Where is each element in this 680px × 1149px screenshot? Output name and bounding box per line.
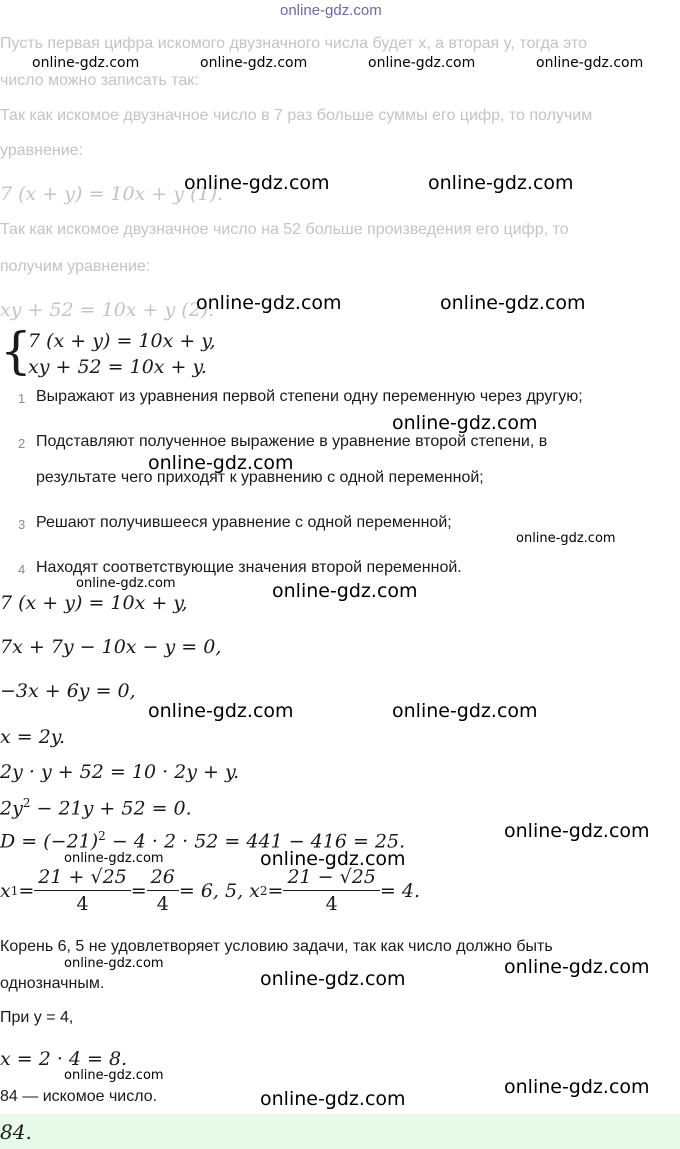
intro-line-6: получим уравнение: bbox=[0, 258, 151, 275]
system-row-1: 7 (x + y) = 10x + y, bbox=[28, 330, 216, 352]
watermark: online-gdz.com bbox=[200, 55, 308, 71]
site-header-watermark: online-gdz.com bbox=[280, 2, 382, 19]
roots-line: x 1 = $\frac{21 + √25}{4}$ = $\frac{26}{4}$ = 6, 5, x 2 = $\frac{21 - √25}{4}$ = 4. bbox=[0, 866, 420, 915]
watermark: online-gdz.com bbox=[260, 1088, 406, 1110]
step-text-continued: результате чего приходят к уравнению с одной переменной; bbox=[36, 469, 484, 486]
step-number: 4 bbox=[18, 562, 26, 577]
step-number: 2 bbox=[18, 436, 26, 451]
watermark: online-gdz.com bbox=[64, 956, 164, 971]
watermark: online-gdz.com bbox=[368, 55, 476, 71]
intro-line-4: уравнение: bbox=[0, 142, 83, 159]
step-number: 1 bbox=[18, 391, 26, 406]
watermark: online-gdz.com bbox=[536, 55, 644, 71]
watermark: online-gdz.com bbox=[32, 55, 140, 71]
conclusion-line-1: Корень 6, 5 не удовлетворяет условию задачи, так как число должно быть bbox=[0, 938, 553, 955]
watermark: online-gdz.com bbox=[64, 1068, 164, 1083]
conclusion-line-2: однозначным. bbox=[0, 975, 105, 992]
intro-line-1: Пусть первая цифра искомого двузначного числа будет x, а вторая y, тогда это bbox=[0, 35, 588, 52]
final-answer: 84. bbox=[0, 1120, 32, 1144]
watermark: online-gdz.com bbox=[504, 956, 650, 978]
watermark: online-gdz.com bbox=[148, 700, 294, 722]
conclusion-line-3: При y = 4, bbox=[0, 1009, 74, 1026]
watermark: online-gdz.com bbox=[516, 531, 616, 546]
answer-box bbox=[0, 1114, 680, 1149]
watermark: online-gdz.com bbox=[272, 580, 418, 602]
intro-line-5: Так как искомое двузначное число на 52 больше произведения его цифр, то bbox=[0, 221, 569, 238]
watermark: online-gdz.com bbox=[428, 172, 574, 194]
system-brace: { bbox=[0, 322, 32, 380]
solution-line-3: −3x + 6y = 0, bbox=[0, 680, 136, 702]
solution-line-5: 2y · y + 52 = 10 · 2y + y. bbox=[0, 761, 240, 783]
conclusion-line-5: 84 — искомое число. bbox=[0, 1088, 158, 1105]
step-text: Выражают из уравнения первой степени одну переменную через другую; bbox=[36, 388, 583, 405]
watermark: online-gdz.com bbox=[64, 851, 164, 866]
system-row-2: xy + 52 = 10x + y. bbox=[28, 356, 207, 378]
watermark: online-gdz.com bbox=[260, 848, 406, 870]
solution-line-1: 7 (x + y) = 10x + y, bbox=[0, 592, 188, 614]
intro-line-3: Так как искомое двузначное число в 7 раз больше суммы его цифр, то получим bbox=[0, 107, 593, 124]
root1-fraction: $\frac{21 + √25}{4}$ bbox=[34, 866, 130, 915]
solution-line-2: 7x + 7y − 10x − y = 0, bbox=[0, 636, 222, 658]
watermark: online-gdz.com bbox=[260, 968, 406, 990]
solution-line-4: x = 2y. bbox=[0, 726, 66, 748]
step-text: Подставляют полученное выражение в уравнение второй степени, в bbox=[36, 433, 548, 450]
watermark: online-gdz.com bbox=[184, 172, 330, 194]
watermark: online-gdz.com bbox=[440, 292, 586, 314]
solution-line-6: $2y^2 - 21y + 52 = 0$. bbox=[0, 796, 192, 820]
conclusion-line-4: x = 2 · 4 = 8. bbox=[0, 1048, 128, 1070]
watermark: online-gdz.com bbox=[504, 820, 650, 842]
root2-fraction: $\frac{21 - √25}{4}$ bbox=[283, 866, 379, 915]
watermark: online-gdz.com bbox=[392, 412, 538, 434]
equation-2: xy + 52 = 10x + y (2). bbox=[0, 299, 215, 321]
step-number: 3 bbox=[18, 517, 26, 532]
discriminant-line: $D = (-21)^2 - 4 \cdot 2 \cdot 52 = 441 - 416 = 25$. bbox=[0, 829, 406, 853]
watermark: online-gdz.com bbox=[392, 700, 538, 722]
equation-1: 7 (x + y) = 10x + y (1). bbox=[0, 183, 224, 205]
watermark: online-gdz.com bbox=[196, 292, 342, 314]
step-text: Решают получившееся уравнение с одной переменной; bbox=[36, 514, 452, 531]
simplified-fraction: $\frac{26}{4}$ bbox=[147, 866, 179, 915]
watermark: online-gdz.com bbox=[504, 1076, 650, 1098]
step-text: Находят соответствующие значения второй переменной. bbox=[36, 559, 462, 576]
watermark: online-gdz.com bbox=[76, 576, 176, 591]
watermark: online-gdz.com bbox=[148, 452, 294, 474]
intro-line-2: число можно записать так: bbox=[0, 72, 199, 89]
